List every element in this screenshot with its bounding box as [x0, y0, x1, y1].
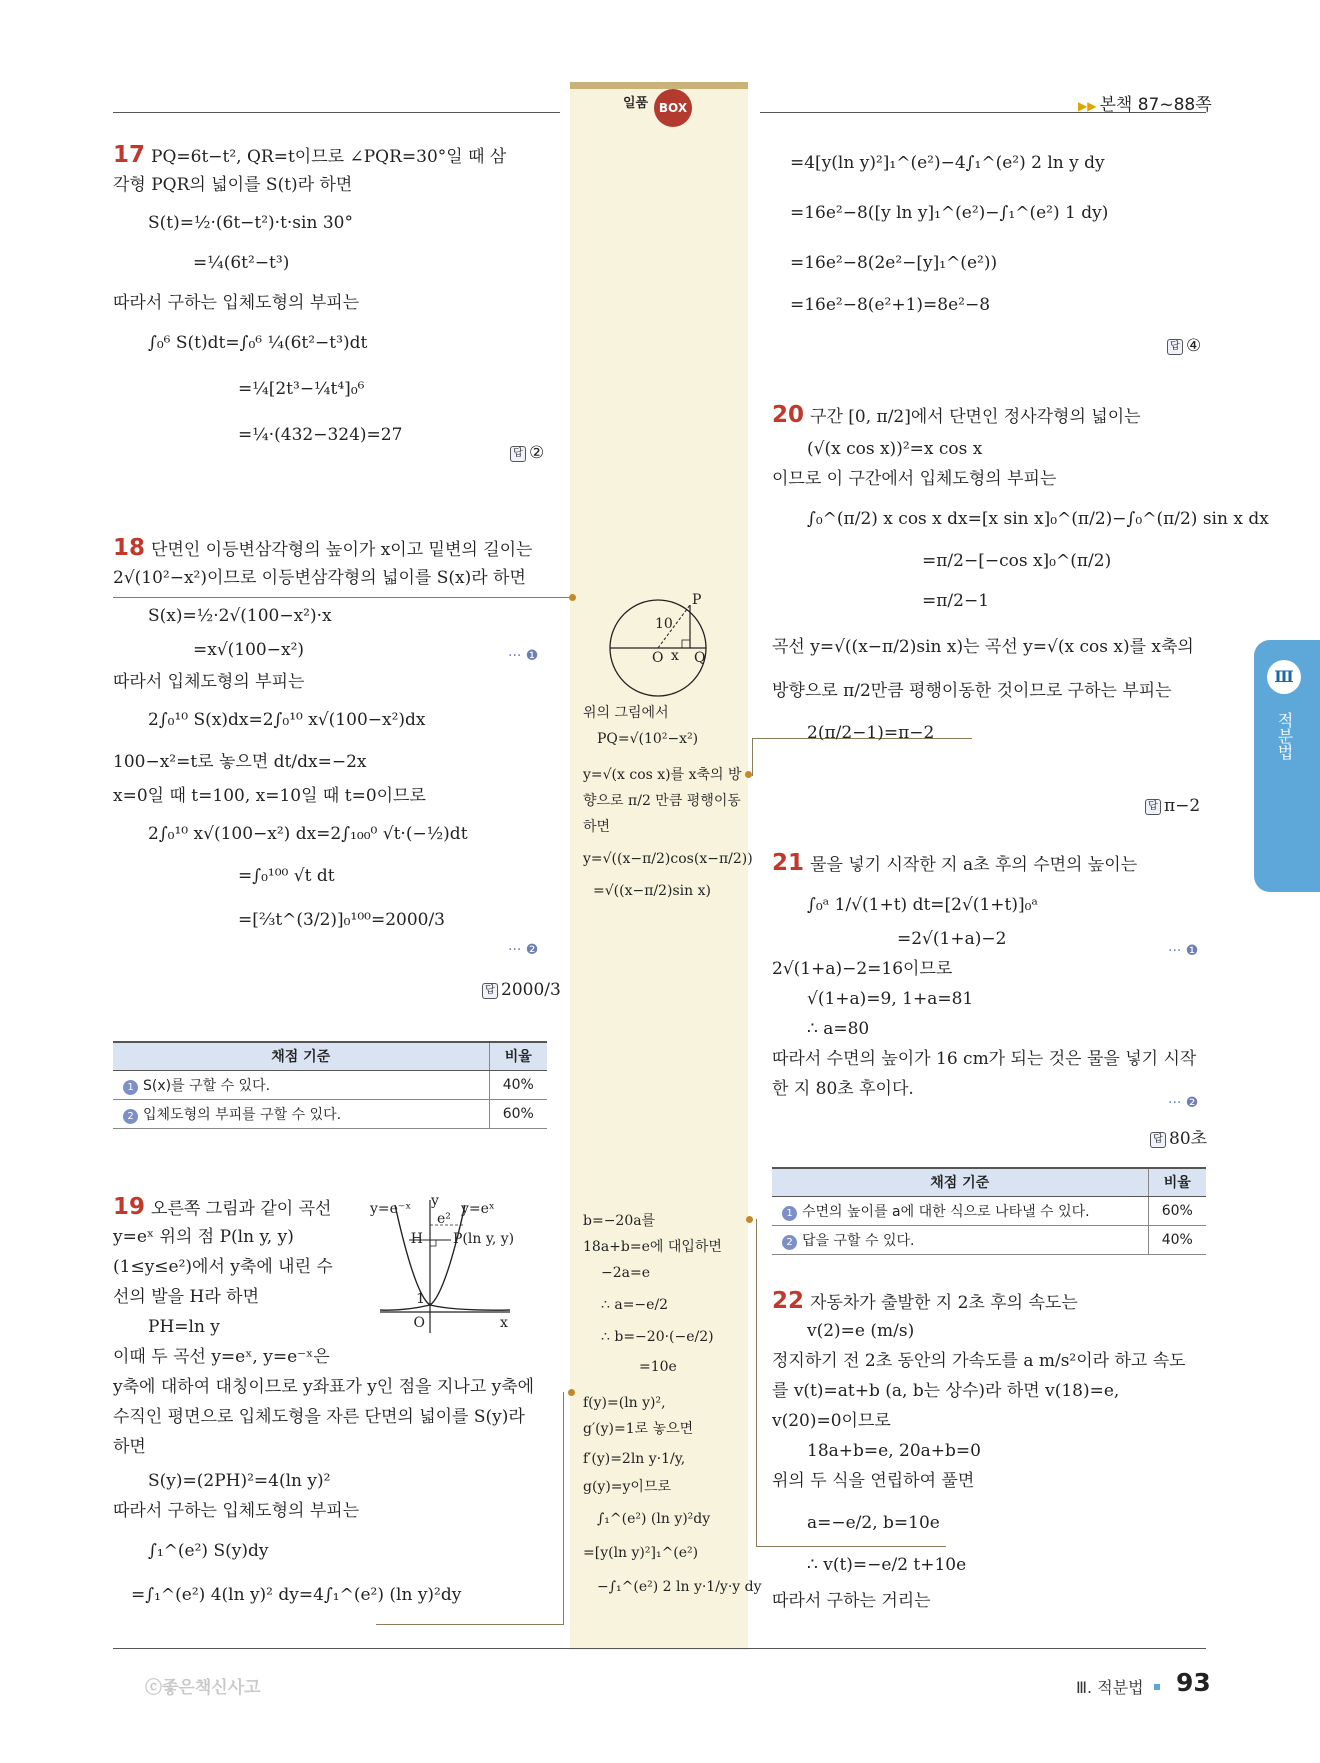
footer-chapter	[1076, 1675, 1170, 1698]
answer-20	[1145, 796, 1200, 816]
table-row	[113, 1070, 547, 1099]
solution-line: 따라서 구하는 거리는	[772, 1591, 931, 1611]
separator-dot	[1154, 1684, 1160, 1690]
point-h-label: H	[410, 1231, 423, 1247]
e2-label: e²	[437, 1211, 451, 1227]
connector-18	[113, 597, 573, 598]
criteria-ratio: 40%	[1148, 1225, 1206, 1254]
chapter-label: Ⅲ. 적분법	[1076, 1678, 1144, 1697]
problem-19-continued	[790, 148, 1108, 320]
solution-line: 구간 [0, π/2]에서 단면인 정사각형의 넓이는	[810, 407, 1141, 427]
note-line: =[y(ln y)²]₁^(e²)	[583, 1545, 699, 1561]
note-line: =10e	[639, 1359, 677, 1375]
header-tab-label: 일품	[623, 96, 649, 111]
note-line: b=−20a를	[583, 1213, 656, 1229]
answer-21	[1150, 1124, 1207, 1149]
criteria-text: 수면의 높이를 a에 대한 식으로 나타낼 수 있다.	[802, 1203, 1090, 1220]
origin-label: O	[652, 650, 664, 666]
solution-line: S(x)=½·2√(100−x²)·x	[148, 606, 332, 626]
solution-line: =16e²−8(2e²−[y]₁^(e²))	[790, 253, 998, 273]
solution-line: 방향으로 π/2만큼 평행이동한 것이므로 구하는 부피는	[772, 681, 1172, 701]
x-label: x	[671, 648, 679, 664]
solution-line: S(t)=½·(6t−t²)·t·sin 30°	[148, 213, 353, 233]
answer-icon: 답	[1145, 799, 1161, 815]
connector-19-horizontal	[376, 1624, 564, 1625]
answer-icon: 답	[510, 446, 526, 462]
solution-line: 2√(10²−x²)이므로 이등변삼각형의 넓이를 S(x)라 하면	[113, 568, 526, 588]
note-line: −∫₁^(e²) 2 ln y·1/y·y dy	[597, 1579, 762, 1595]
step-marker-1: ··· ❶	[1168, 943, 1199, 959]
table-row	[113, 1099, 547, 1128]
answer-18	[482, 980, 561, 1000]
criteria-ratio: 60%	[1148, 1196, 1206, 1225]
problem-number: 20	[772, 402, 805, 428]
solution-line: 따라서 수면의 높이가 16 cm가 되는 것은 물을 넣기 시작	[772, 1049, 1197, 1069]
table-row	[772, 1196, 1206, 1225]
textbook-page-reference	[1078, 90, 1212, 115]
solution-line: ∫₀^(π/2) x cos x dx=[x sin x]₀^(π/2)−∫₀^(π/2) sin x dx	[807, 509, 1269, 529]
point-p-label: P	[692, 592, 702, 608]
reference-text: 본책 87~88쪽	[1099, 95, 1212, 115]
problem-18	[113, 533, 532, 935]
problem-number: 17	[113, 142, 146, 168]
point-q-label: Q	[694, 650, 706, 666]
solution-line: 2√(1+a)−2=16이므로	[772, 959, 953, 979]
footer-rule	[113, 1648, 1206, 1649]
solution-line: v(20)=0이므로	[772, 1411, 891, 1431]
solution-line: =¼[2t³−¼t⁴]₀⁶	[238, 379, 365, 399]
solution-line: 따라서 구하는 입체도형의 부피는	[113, 293, 360, 313]
solution-line: =16e²−8([y ln y]₁^(e²)−∫₁^(e²) 1 dy)	[790, 203, 1109, 223]
criteria-text: 입체도형의 부피를 구할 수 있다.	[143, 1106, 342, 1123]
circle-cross-section-figure	[608, 590, 718, 700]
right-angle-mark	[682, 640, 690, 648]
solution-line: =∫₁^(e²) 4(ln y)² dy=4∫₁^(e²) (ln y)²dy	[131, 1585, 462, 1605]
answer-value: π−2	[1164, 796, 1201, 816]
criteria-text: 답을 구할 수 있다.	[802, 1232, 915, 1249]
note-line: −2a=e	[601, 1265, 650, 1281]
answer-icon: 답	[1150, 1132, 1166, 1148]
note-line: 위의 그림에서	[583, 705, 669, 721]
chapter-name: 적분법	[1275, 712, 1294, 760]
connector-19-vertical	[563, 1392, 564, 1625]
criteria-ratio: 40%	[489, 1070, 547, 1099]
solution-line: PQ=6t−t², QR=t이므로 ∠PQR=30°일 때 삼	[151, 147, 507, 167]
page-number: 93	[1176, 1668, 1211, 1697]
copyright: ⓒ좋은책신사고	[145, 1678, 261, 1698]
double-arrow-icon: ▶▶	[1078, 99, 1097, 113]
solution-line: 하면	[113, 1437, 146, 1457]
solution-line: =16e²−8(e²+1)=8e²−8	[790, 295, 991, 315]
origin-label: O	[413, 1315, 425, 1331]
solution-line: (√(x cos x))²=x cos x	[807, 439, 983, 459]
step-marker-2: ··· ❷	[508, 942, 539, 958]
solution-line: 2(π/2−1)=π−2	[807, 723, 935, 743]
header-rule-left	[113, 112, 560, 113]
criteria-number: 2	[782, 1235, 797, 1250]
answer-19	[1167, 336, 1201, 356]
grading-table-18	[113, 1041, 547, 1129]
solution-line: ∫₁^(e²) S(y)dy	[148, 1541, 269, 1561]
side-note-22	[583, 1208, 722, 1380]
solution-line: =¼(6t²−t³)	[193, 253, 290, 273]
connector-dot	[568, 1389, 575, 1396]
note-line: ∴ b=−20·(−e/2)	[601, 1329, 714, 1345]
solution-line: 2∫₀¹⁰ S(x)dx=2∫₀¹⁰ x√(100−x²)dx	[148, 710, 426, 730]
col-ratio: 비율	[1148, 1168, 1206, 1196]
solution-line: ∴ a=80	[807, 1019, 870, 1039]
problem-22	[772, 1286, 1186, 1616]
side-column-top-bar	[570, 82, 748, 89]
connector-20-vertical	[752, 738, 753, 776]
answer-value: 2000/3	[501, 980, 561, 1000]
solution-line: y=eˣ 위의 점 P(ln y, y)	[113, 1227, 294, 1247]
solution-line: 곡선 y=√((x−π/2)sin x)는 곡선 y=√(x cos x)를 x축의	[772, 637, 1194, 657]
answer-icon: 답	[482, 983, 498, 999]
criteria-text: S(x)를 구할 수 있다.	[143, 1077, 271, 1094]
solution-line: 자동차가 출발한 지 2초 후의 속도는	[810, 1293, 1078, 1313]
connector-dot	[745, 771, 752, 778]
solution-line: 각형 PQR의 넓이를 S(t)라 하면	[113, 175, 353, 195]
solution-line: 오른쪽 그림과 같이 곡선	[151, 1199, 332, 1219]
note-line: g′(y)=1로 놓으면	[583, 1421, 694, 1437]
solution-line: =[⅔t^(3/2)]₀¹⁰⁰=2000/3	[238, 910, 445, 930]
solution-line: 이때 두 곡선 y=eˣ, y=e⁻ˣ은	[113, 1347, 330, 1367]
note-line: PQ=√(10²−x²)	[597, 731, 699, 747]
answer-17	[510, 443, 544, 463]
step-marker-1: ··· ❶	[508, 648, 539, 664]
criteria-number: 1	[123, 1080, 138, 1095]
solution-line: =π/2−1	[922, 591, 990, 611]
solution-line: 정지하기 전 2초 동안의 가속도를 a m/s²이라 하고 속도	[772, 1351, 1186, 1371]
exponential-curves-figure	[370, 1193, 555, 1335]
solution-line: √(1+a)=9, 1+a=81	[807, 989, 974, 1009]
solution-line: 2∫₀¹⁰ x√(100−x²) dx=2∫₁₀₀⁰ √t·(−½)dt	[148, 824, 468, 844]
x-axis-label: x	[500, 1315, 508, 1331]
connector-dot	[569, 594, 576, 601]
solution-line: 한 지 80초 후이다.	[772, 1079, 914, 1099]
criteria-number: 1	[782, 1206, 797, 1221]
note-line: y=√((x−π/2)cos(x−π/2))	[583, 851, 753, 867]
solution-line: ∫₀ᵃ 1/√(1+t) dt=[2√(1+t)]₀ᵃ	[807, 895, 1038, 915]
note-line: y=√(x cos x)를 x축의 방	[583, 767, 742, 783]
problem-21	[772, 848, 1199, 1104]
solution-line: x=0일 때 t=100, x=10일 때 t=0이므로	[113, 786, 426, 806]
solution-line: y축에 대하여 대칭이므로 y좌표가 y인 점을 지나고 y축에	[113, 1377, 535, 1397]
connector-22-vertical	[756, 1219, 757, 1546]
criteria-number: 2	[123, 1109, 138, 1124]
problem-20	[772, 400, 1269, 748]
solution-line: =¼·(432−324)=27	[238, 425, 403, 445]
note-line: g(y)=y이므로	[583, 1479, 672, 1495]
col-criteria: 채점 기준	[113, 1042, 489, 1070]
note-line: f′(y)=2ln y·1/y,	[583, 1451, 686, 1467]
note-line: f(y)=(ln y)²,	[583, 1395, 666, 1411]
solution-line: ∫₀⁶ S(t)dt=∫₀⁶ ¼(6t²−t³)dt	[148, 333, 368, 353]
note-line: 하면	[583, 819, 611, 835]
answer-value: 80초	[1169, 1129, 1208, 1149]
answer-icon: 답	[1167, 339, 1183, 355]
connector-dot	[746, 1216, 753, 1223]
solution-line: v(2)=e (m/s)	[807, 1321, 915, 1341]
side-note-18	[583, 700, 698, 752]
col-ratio: 비율	[489, 1042, 547, 1070]
note-line: ∫₁^(e²) (ln y)²dy	[597, 1511, 711, 1527]
solution-line: =4[y(ln y)²]₁^(e²)−4∫₁^(e²) 2 ln y dy	[790, 153, 1105, 173]
solution-line: PH=ln y	[148, 1317, 220, 1337]
criteria-ratio: 60%	[489, 1099, 547, 1128]
note-line: 18a+b=e에 대입하면	[583, 1239, 722, 1255]
solution-line: 위의 두 식을 연립하여 풀면	[772, 1471, 975, 1491]
curve-label-e-neg-x: y=e⁻ˣ	[370, 1201, 412, 1217]
solution-line: 따라서 입체도형의 부피는	[113, 672, 305, 692]
grading-table-21	[772, 1167, 1206, 1255]
solution-line: 단면인 이등변삼각형의 높이가 x이고 밑변의 길이는	[151, 540, 533, 560]
solution-line: 물을 넣기 시작한 지 a초 후의 수면의 높이는	[810, 855, 1138, 875]
note-line: =√((x−π/2)sin x)	[593, 883, 711, 899]
curve-label-e-x: y=eˣ	[461, 1201, 495, 1217]
problem-number: 18	[113, 535, 146, 561]
step-marker-2: ··· ❷	[1168, 1095, 1199, 1111]
solution-line: 18a+b=e, 20a+b=0	[807, 1441, 981, 1461]
solution-line: =x√(100−x²)	[193, 640, 305, 660]
note-line: 향으로 π/2 만큼 평행이동	[583, 793, 741, 809]
y-axis-label: y	[431, 1193, 439, 1209]
problem-number: 19	[113, 1194, 146, 1220]
solution-line: ∴ v(t)=−e/2 t+10e	[807, 1555, 967, 1575]
note-line: ∴ a=−e/2	[601, 1297, 669, 1313]
side-note-19	[583, 1390, 762, 1600]
solution-line: =∫₀¹⁰⁰ √t dt	[238, 866, 335, 886]
problem-number: 21	[772, 850, 805, 876]
solution-line: 이므로 이 구간에서 입체도형의 부피는	[772, 469, 1057, 489]
solution-line: =π/2−[−cos x]₀^(π/2)	[922, 551, 1112, 571]
right-angle-mark	[430, 1240, 436, 1246]
radius-label: 10	[655, 616, 673, 632]
one-label: 1	[416, 1291, 425, 1307]
box-badge: BOX	[654, 89, 692, 127]
problem-17	[113, 140, 506, 450]
problem-number: 22	[772, 1288, 805, 1314]
solution-line: a=−e/2, b=10e	[807, 1513, 940, 1533]
solution-line: 100−x²=t로 놓으면 dt/dx=−2x	[113, 752, 367, 772]
point-p-label: P(ln y, y)	[453, 1231, 515, 1247]
solution-line: S(y)=(2PH)²=4(ln y)²	[148, 1471, 331, 1491]
solution-line: 따라서 구하는 입체도형의 부피는	[113, 1501, 360, 1521]
solution-line: 를 v(t)=at+b (a, b는 상수)라 하면 v(18)=e,	[772, 1381, 1120, 1401]
answer-value: ④	[1186, 336, 1202, 356]
solution-line: =2√(1+a)−2	[897, 929, 1007, 949]
table-row	[772, 1225, 1206, 1254]
col-criteria: 채점 기준	[772, 1168, 1148, 1196]
solution-line: (1≤y≤e²)에서 y축에 내린 수	[113, 1257, 333, 1277]
chapter-number: Ⅲ	[1267, 660, 1301, 694]
solution-line: 선의 발을 H라 하면	[113, 1287, 259, 1307]
answer-value: ②	[529, 443, 545, 463]
solution-line: 수직인 평면으로 입체도형을 자른 단면의 넓이를 S(y)라	[113, 1407, 525, 1427]
side-note-20	[583, 762, 753, 904]
